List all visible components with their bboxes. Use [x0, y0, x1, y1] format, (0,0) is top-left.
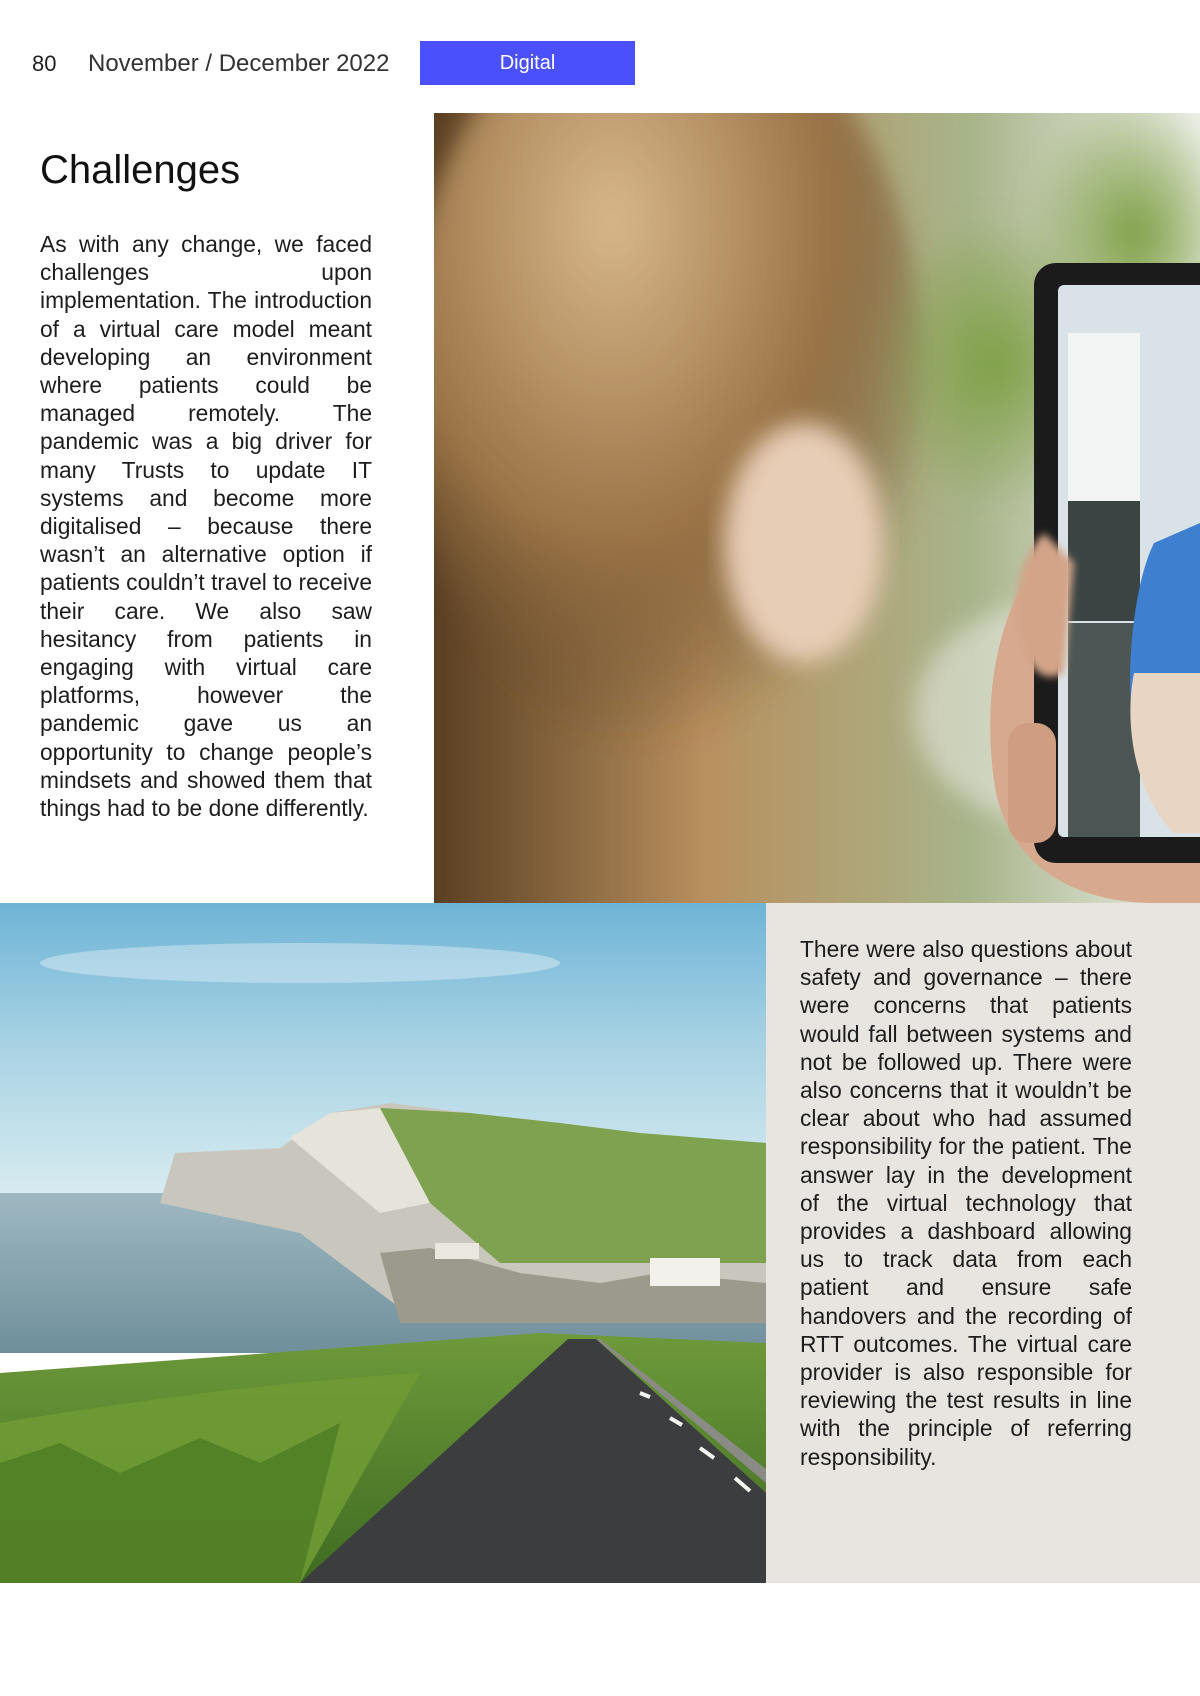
section-badge: Digital: [420, 41, 635, 85]
issue-date: November / December 2022: [88, 50, 390, 77]
article-paragraph-right: There were also questions about safety and governance – there were concerns that patients would fall between systems and not be followed up. There were also concerns that it wouldn’t be clear about who had assumed responsibility for the patient. The answer lay in the development of the virtual technology that provides a dashboard allowing us to track data from each patient and ensure safe handovers and the recording of RTT outcomes. The virtual care provider is also responsible for reviewing the test results in line with the principle of referring responsibility.: [800, 936, 1132, 1470]
section-heading: Challenges: [40, 148, 241, 192]
coastal-road-photo: [0, 903, 766, 1583]
page-number: 80: [32, 51, 57, 76]
tablet-video-call-photo: [434, 113, 1200, 903]
article-paragraph-left: As with any change, we faced challenges upon implementation. The introduction of a virtual care model meant developing an environment where patients could be managed remotely. The pandemic was a big driver for many Trusts to update IT systems and become more digitalised – because there wasn’t an alternative option if patients couldn’t travel to receive their care. We also saw hesitancy from patients in engaging with virtual care platforms, however the pandemic gave us an opportunity to change people’s mindsets and showed them that things had to be done differently.: [40, 231, 373, 822]
tablet-video-call-illustration: [434, 113, 1200, 903]
page-header: [0, 41, 1200, 85]
coastal-road-illustration: [0, 903, 766, 1583]
